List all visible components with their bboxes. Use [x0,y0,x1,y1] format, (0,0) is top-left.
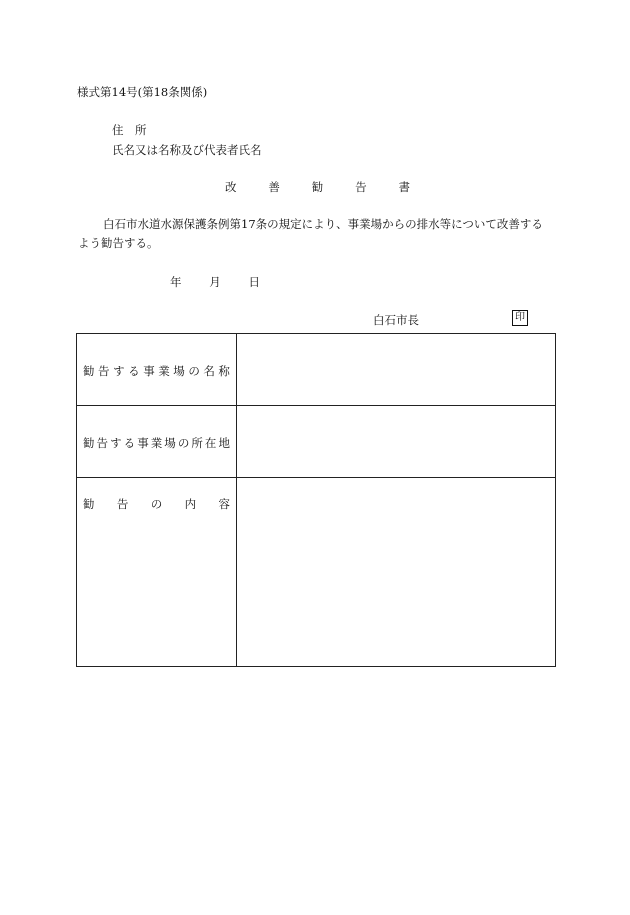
label-char: の [188,364,200,378]
recommendation-content-label-cell [77,478,237,667]
label-char: 称 [218,364,230,378]
label-char: る [128,364,140,378]
name-label: 氏名又は名称及び代表者氏名 [112,143,262,157]
title-char: 改 [225,180,237,194]
date-year-label: 年 [170,275,182,289]
label-char: 場 [164,436,176,450]
title-char: 善 [268,180,280,194]
seal-mark: 印 [512,310,528,326]
label-char: 告 [96,436,109,450]
recommendation-table [76,333,556,667]
title-char: 告 [355,180,367,194]
label-char: 勧 [83,364,95,378]
form-number: 様式第14号(第18条関係) [77,85,208,99]
label-char: 告 [98,364,110,378]
date-month-label: 月 [209,275,221,289]
body-text-line1: 白石市水道水源保護条例第17条の規定により、事業場からの排水等について改善する [103,217,543,231]
title-char: 勧 [311,180,324,194]
date-day-label: 日 [248,275,260,289]
label-char: の [177,436,190,450]
label-char: 容 [218,497,230,511]
table-row [77,478,556,667]
address-label: 住 所 [112,123,147,137]
label-char: 勧 [83,436,95,450]
date-line [170,274,260,290]
label-char: す [110,436,122,450]
recommendation-content-field[interactable] [237,478,556,667]
label-char: 告 [116,497,129,511]
label-char: 場 [173,364,185,378]
title-char: 書 [398,180,410,194]
label-char: 所 [191,436,203,450]
facility-location-label-cell [77,406,237,478]
label-char: 勧 [83,497,95,511]
label-char: る [123,436,136,450]
document-title [225,179,410,195]
label-char: 業 [158,364,170,378]
facility-name-field[interactable] [237,334,556,406]
label-char: 業 [150,436,163,450]
facility-name-label-cell [77,334,237,406]
label-char: 名 [203,364,215,378]
table-row [77,406,556,478]
issuer-name: 白石市長 [373,313,419,327]
label-char: 内 [184,497,197,511]
facility-location-field[interactable] [237,406,556,478]
body-text-line2: よう勧告する。 [78,236,159,250]
label-char: 地 [218,436,230,450]
label-char: 事 [137,436,149,450]
label-char: 事 [143,364,155,378]
table-row [77,334,556,406]
label-char: す [113,364,125,378]
label-char: の [150,497,163,511]
label-char: 在 [204,436,217,450]
